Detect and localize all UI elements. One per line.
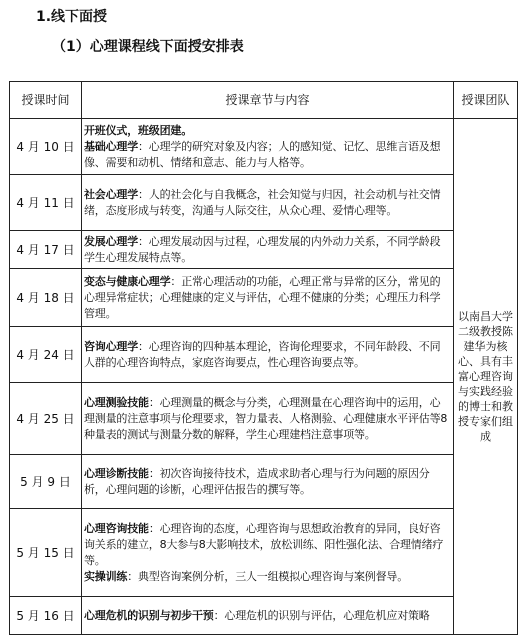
table-row — [10, 509, 518, 597]
content-cell — [82, 231, 454, 269]
block-text: ：人的社会化与自我概念，社会知觉与归因，社会动机与社交情绪，态度形成与转变，沟通与人际交往，从众心理、爱情心理等。 — [84, 187, 441, 217]
block-text: ：心理危机的识别与评估，心理危机应对策略 — [213, 608, 430, 622]
content-cell — [82, 597, 454, 635]
block-text: ：心理测量的概念与分类，心理测量在心理咨询中的运用，心理测量的注意事项与伦理要求，智力量表、人格测验、心理健康水平评估等8种量表的测试与测量分数的解释，学生心理建档注意事项等。 — [84, 395, 448, 441]
table-header-row — [10, 82, 518, 119]
table-row — [10, 119, 518, 175]
table-row — [10, 597, 518, 635]
date-cell: 5 月 9 日 — [10, 455, 82, 509]
content-cell — [82, 327, 454, 383]
table-row — [10, 455, 518, 509]
date-cell: 5 月 15 日 — [10, 509, 82, 597]
block-text: ：心理咨询的四种基本理论，咨询伦理要求，不同年龄段、不同人群的心理咨询特点，家庭咨询要点，性心理咨询要点等。 — [84, 339, 441, 369]
table-row — [10, 175, 518, 231]
date-cell: 4 月 11 日 — [10, 175, 82, 231]
date-cell: 4 月 24 日 — [10, 327, 82, 383]
content-cell — [82, 269, 454, 327]
team-cell: 以南昌大学二级教授陈建华为核心、具有丰富心理咨询与实践经验的博士和教授专家们组成 — [454, 119, 518, 635]
content-cell — [82, 175, 454, 231]
header-time: 授课时间 — [10, 82, 82, 119]
table-row — [10, 327, 518, 383]
table-title: （1）心理课程线下面授安排表 — [52, 39, 244, 55]
block-text: ：初次咨询接待技术，造成求助者心理与行为问题的原因分析，心理问题的诊断，心理评估报告的撰写等。 — [84, 466, 430, 496]
block-text: ：心理咨询的态度，心理咨询与思想政治教育的异同，良好咨询关系的建立，8大参与8大影响技术，放松训练、阳性强化法、合理情绪疗等。 — [84, 521, 444, 567]
schedule-table — [9, 81, 518, 635]
block-text: ：心理发展动因与过程，心理发展的内外动力关系，不同学龄段学生心理发展特点等。 — [84, 234, 441, 264]
block-title: 实操训练 — [84, 569, 128, 583]
table-row — [10, 269, 518, 327]
table-row — [10, 383, 518, 455]
content-cell — [82, 455, 454, 509]
block-title: 基础心理学 — [84, 139, 138, 153]
content-cell — [82, 119, 454, 175]
block-title: 社会心理学 — [84, 187, 138, 201]
block-text: ：心理学的研究对象及内容；人的感知觉、记忆、思维言语及想像、需要和动机、情绪和意志、能力与人格等。 — [84, 139, 441, 169]
block-title: 发展心理学 — [84, 234, 138, 248]
block-title: 心理测验技能 — [84, 395, 149, 409]
block-title: 开班仪式，班级团建。 — [84, 123, 192, 137]
date-cell: 4 月 18 日 — [10, 269, 82, 327]
block-title: 心理诊断技能 — [84, 466, 149, 480]
date-cell: 4 月 17 日 — [10, 231, 82, 269]
block-text: ：正常心理活动的功能，心理正常与异常的区分，常见的心理异常症状；心理健康的定义与评估，心理不健康的分类；心理压力科学管理。 — [84, 274, 441, 320]
content-cell — [82, 383, 454, 455]
block-title: 变态与健康心理学 — [84, 274, 171, 288]
section-heading: 1.线下面授 — [36, 9, 108, 25]
header-content: 授课章节与内容 — [82, 82, 454, 119]
table-row — [10, 231, 518, 269]
block-text: ：典型咨询案例分析，三人一组模拟心理咨询与案例督导。 — [127, 569, 409, 583]
block-title: 心理咨询技能 — [84, 521, 149, 535]
block-title: 心理危机的识别与初步干预 — [84, 608, 214, 622]
header-team: 授课团队 — [454, 82, 518, 119]
date-cell: 4 月 25 日 — [10, 383, 82, 455]
block-title: 咨询心理学 — [84, 339, 138, 353]
content-cell — [82, 509, 454, 597]
date-cell: 4 月 10 日 — [10, 119, 82, 175]
date-cell: 5 月 16 日 — [10, 597, 82, 635]
